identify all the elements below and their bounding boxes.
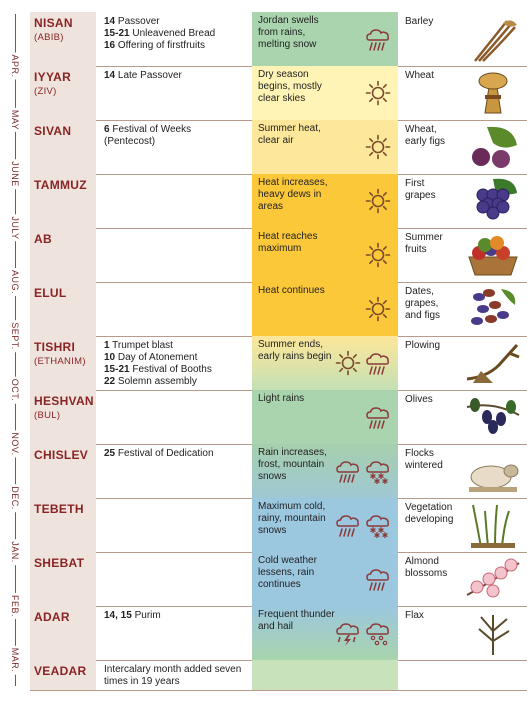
- weather-cell: [252, 228, 398, 282]
- grapes-icon: [463, 177, 523, 225]
- flax-icon: [463, 609, 523, 657]
- axis-label-month: AUG.: [10, 269, 20, 295]
- weather-icons: [334, 512, 392, 538]
- crop-art: [463, 177, 523, 230]
- crop-art: [463, 501, 523, 554]
- snow-cloud-icon: [364, 512, 392, 538]
- hail-cloud-icon: [364, 620, 392, 646]
- figs-icon: [463, 123, 523, 171]
- crop-art: [463, 339, 523, 392]
- month-name-cell: [30, 390, 96, 444]
- axis-label-month: APR.: [10, 54, 20, 78]
- weather-description: Summer ends, early rains begin: [258, 339, 332, 362]
- weather-icons: [364, 242, 392, 268]
- svg-text:✱: ✱: [381, 531, 389, 538]
- svg-text:✱: ✱: [369, 472, 377, 481]
- month-name-cell: [30, 12, 96, 66]
- axis-label-month: MAY: [10, 109, 20, 131]
- weather-description: Heat reaches maximum: [258, 231, 318, 254]
- veadar-description: Intercalary month added seven times in 19 years: [104, 664, 242, 687]
- month-name: IYYAR: [34, 70, 72, 84]
- month-name: SIVAN: [34, 124, 72, 138]
- sun-icon: [334, 350, 362, 376]
- crop-cell: [400, 552, 527, 606]
- weather-description: Maximum cold, rainy, mountain snows: [258, 501, 326, 536]
- dates-icon: [463, 285, 523, 333]
- month-name-cell: [30, 552, 96, 606]
- month-row: [30, 552, 527, 607]
- weather-description: Heat continues: [258, 285, 325, 296]
- sun-icon: [364, 242, 392, 268]
- feast-events-cell: [100, 228, 250, 282]
- crop-cell: [400, 390, 527, 444]
- weather-icons: [364, 80, 392, 106]
- month-row: [30, 336, 527, 391]
- crop-art: [463, 231, 523, 284]
- feast-events-cell: [100, 120, 250, 174]
- feast-event: [104, 352, 250, 364]
- weather-description: Heat increases, heavy dews in areas: [258, 177, 328, 212]
- weather-cell: [252, 282, 398, 336]
- feast-events-cell: [100, 282, 250, 336]
- month-row: [30, 282, 527, 337]
- svg-text:✱: ✱: [377, 472, 385, 481]
- crop-cell: [400, 336, 527, 390]
- crop-cell: [400, 174, 527, 228]
- feast-events-cell: [100, 174, 250, 228]
- feast-events-cell: [100, 444, 250, 498]
- feast-event: [104, 448, 250, 460]
- feast-event: [104, 124, 250, 136]
- month-name-cell: [30, 120, 96, 174]
- crop-art: [463, 393, 523, 446]
- event-day: 15-21: [104, 364, 130, 375]
- weather-cell: [252, 120, 398, 174]
- svg-text:✱: ✱: [373, 477, 381, 484]
- crop-cell: [400, 12, 527, 66]
- crop-label: Barley: [405, 16, 434, 27]
- weather-icons: [364, 26, 392, 52]
- crop-art: [463, 555, 523, 608]
- weather-cell: [252, 498, 398, 552]
- sheep-icon: [463, 447, 523, 495]
- fruit-basket-icon: [463, 231, 523, 279]
- crop-cell: [400, 444, 527, 498]
- event-text: (Pentecost): [104, 136, 156, 147]
- feast-events-cell: [100, 552, 250, 606]
- month-name-cell: [30, 174, 96, 228]
- crop-label: Olives: [405, 394, 433, 405]
- feast-event: [104, 28, 250, 40]
- event-day: 25: [104, 448, 116, 459]
- event-day: 14: [104, 16, 116, 27]
- weather-cell: [252, 606, 398, 660]
- weather-icons: [364, 566, 392, 592]
- axis-label-month: JUNE: [10, 161, 20, 187]
- thunder-cloud-icon: [334, 620, 362, 646]
- event-day: 14, 15: [104, 610, 132, 621]
- crop-label: First grapes: [405, 178, 436, 201]
- weather-icons: [364, 404, 392, 430]
- event-day: 15-21: [104, 28, 130, 39]
- month-name-cell: [30, 228, 96, 282]
- weather-description: Rain increases, frost, mountain snows: [258, 447, 327, 482]
- weather-icons: [364, 188, 392, 214]
- rain-cloud-icon: [364, 566, 392, 592]
- axis-label-month: JULY: [10, 216, 20, 240]
- month-name: SHEBAT: [34, 556, 85, 570]
- event-day: 22: [104, 376, 116, 387]
- month-row: [30, 174, 527, 229]
- month-row: [30, 606, 527, 661]
- plant-icon: [463, 501, 523, 549]
- month-row: [30, 444, 527, 499]
- month-row: [30, 498, 527, 553]
- crop-cell: [400, 228, 527, 282]
- veadar-row: [30, 660, 527, 691]
- crop-label: Flocks wintered: [405, 448, 443, 471]
- svg-text:✱: ✱: [373, 531, 381, 538]
- month-name-cell: [30, 606, 96, 660]
- feast-event: [104, 40, 250, 52]
- crop-art: [463, 123, 523, 176]
- month-name-cell: [30, 444, 96, 498]
- feast-event: [104, 136, 250, 148]
- crop-label: Summer fruits: [405, 232, 443, 255]
- sun-icon: [364, 188, 392, 214]
- month-name: TISHRI: [34, 340, 76, 354]
- feast-event: [104, 610, 250, 622]
- sun-icon: [364, 134, 392, 160]
- event-text: Festival of Booths: [129, 364, 212, 375]
- sun-icon: [364, 80, 392, 106]
- weather-icons: [364, 296, 392, 322]
- weather-cell: [252, 12, 398, 66]
- weather-description: Light rains: [258, 393, 305, 404]
- svg-text:✱: ✱: [381, 477, 389, 484]
- crop-art: [463, 609, 523, 662]
- feast-events-cell: [100, 390, 250, 444]
- wheat-sheaf-icon: [463, 69, 523, 117]
- feast-events-cell: [100, 606, 250, 660]
- rain-cloud-icon: [364, 26, 392, 52]
- event-day: 14: [104, 70, 116, 81]
- month-name-cell: [30, 336, 96, 390]
- month-name: VEADAR: [34, 664, 87, 678]
- event-text: Solemn assembly: [115, 376, 197, 387]
- crop-art: [463, 285, 523, 338]
- weather-cell: [252, 336, 398, 390]
- axis-label-month: SEPT.: [10, 322, 20, 350]
- rain-cloud-icon: [334, 458, 362, 484]
- feast-events-cell: [100, 66, 250, 120]
- almond-blossom-icon: [463, 555, 523, 603]
- sun-icon: [364, 296, 392, 322]
- barley-icon: [463, 15, 523, 63]
- feast-event: [104, 340, 250, 352]
- plow-icon: [463, 339, 523, 387]
- weather-cell: [252, 174, 398, 228]
- weather-icons: [334, 350, 392, 376]
- month-name: ELUL: [34, 286, 67, 300]
- crop-art: [463, 447, 523, 500]
- crop-cell: [400, 282, 527, 336]
- month-name: NISAN: [34, 16, 73, 30]
- weather-cell: [252, 390, 398, 444]
- feast-event: [104, 364, 250, 376]
- crop-cell: [400, 66, 527, 120]
- crop-cell: [400, 498, 527, 552]
- axis-label-month: DEC.: [10, 486, 20, 510]
- crop-cell: [400, 606, 527, 660]
- weather-icons: [334, 620, 392, 646]
- axis-label-month: FEB.: [10, 594, 20, 618]
- event-text: Festival of Weeks: [109, 124, 192, 135]
- month-name: TAMMUZ: [34, 178, 87, 192]
- event-text: Passover: [115, 16, 160, 27]
- month-name-cell: [30, 282, 96, 336]
- rain-cloud-icon: [364, 404, 392, 430]
- month-alt-name: (ZIV): [34, 86, 57, 97]
- month-alt-name: (ETHANIM): [34, 356, 86, 367]
- gregorian-month-axis: [0, 0, 30, 705]
- weather-cell: [252, 444, 398, 498]
- weather-cell: [252, 66, 398, 120]
- weather-description: Summer heat, clear air: [258, 123, 321, 146]
- month-row: [30, 12, 527, 67]
- crop-label: Wheat, early figs: [405, 124, 446, 147]
- event-day: 1: [104, 340, 110, 351]
- weather-description: Jordan swells from rains, melting snow: [258, 15, 319, 50]
- event-day: 16: [104, 40, 116, 51]
- feast-event: [104, 70, 250, 82]
- crop-label: Almond blossoms: [405, 556, 448, 579]
- event-day: 10: [104, 352, 116, 363]
- axis-label-month: MAR.: [10, 647, 20, 673]
- feast-events-cell: [100, 336, 250, 390]
- svg-text:✱: ✱: [377, 526, 385, 535]
- axis-label-month: JAN.: [10, 541, 20, 563]
- month-name: HESHVAN: [34, 394, 94, 408]
- month-name-cell: [30, 498, 96, 552]
- crop-label: Vegetation developing: [405, 502, 454, 525]
- month-name: TEBETH: [34, 502, 84, 516]
- month-row: [30, 66, 527, 121]
- event-text: Festival of Dedication: [115, 448, 214, 459]
- crop-art: [463, 69, 523, 122]
- month-name-cell: [30, 660, 96, 690]
- month-alt-name: (ABIB): [34, 32, 64, 43]
- olives-icon: [463, 393, 523, 441]
- month-row: [30, 390, 527, 445]
- event-text: Unleavened Bread: [129, 28, 216, 39]
- svg-text:✱: ✱: [369, 526, 377, 535]
- weather-cell: [252, 552, 398, 606]
- feast-events-cell: [100, 498, 250, 552]
- weather-description: Dry season begins, mostly clear skies: [258, 69, 322, 104]
- feast-event: [104, 376, 250, 388]
- event-text: Day of Atonement: [115, 352, 198, 363]
- snow-cloud-icon: [364, 458, 392, 484]
- month-name: AB: [34, 232, 52, 246]
- event-text: Trumpet blast: [109, 340, 173, 351]
- weather-icons: [364, 134, 392, 160]
- crop-label: Dates, grapes, and figs: [405, 286, 441, 321]
- month-name: ADAR: [34, 610, 70, 624]
- month-name: CHISLEV: [34, 448, 89, 462]
- axis-label-month: OCT.: [10, 378, 20, 402]
- crop-cell: [400, 120, 527, 174]
- event-day: 6: [104, 124, 110, 135]
- weather-icons: [334, 458, 392, 484]
- month-name-cell: [30, 66, 96, 120]
- axis-label-month: NOV.: [10, 432, 20, 456]
- crop-label: Wheat: [405, 70, 434, 81]
- month-row: [30, 228, 527, 283]
- month-alt-name: (BUL): [34, 410, 61, 421]
- feast-events-cell: [100, 12, 250, 66]
- rain-cloud-icon: [334, 512, 362, 538]
- weather-description: Cold weather lessens, rain continues: [258, 555, 317, 590]
- event-text: Purim: [131, 610, 161, 621]
- weather-cell: [252, 660, 398, 690]
- weather-description: Frequent thunder and hail: [258, 609, 335, 632]
- feast-event: [104, 16, 250, 28]
- crop-label: Plowing: [405, 340, 441, 351]
- rain-cloud-icon: [364, 350, 392, 376]
- month-row: [30, 120, 527, 175]
- event-text: Late Passover: [115, 70, 182, 81]
- event-text: Offering of firstfruits: [115, 40, 205, 51]
- crop-art: [463, 15, 523, 68]
- crop-label: Flax: [405, 610, 424, 621]
